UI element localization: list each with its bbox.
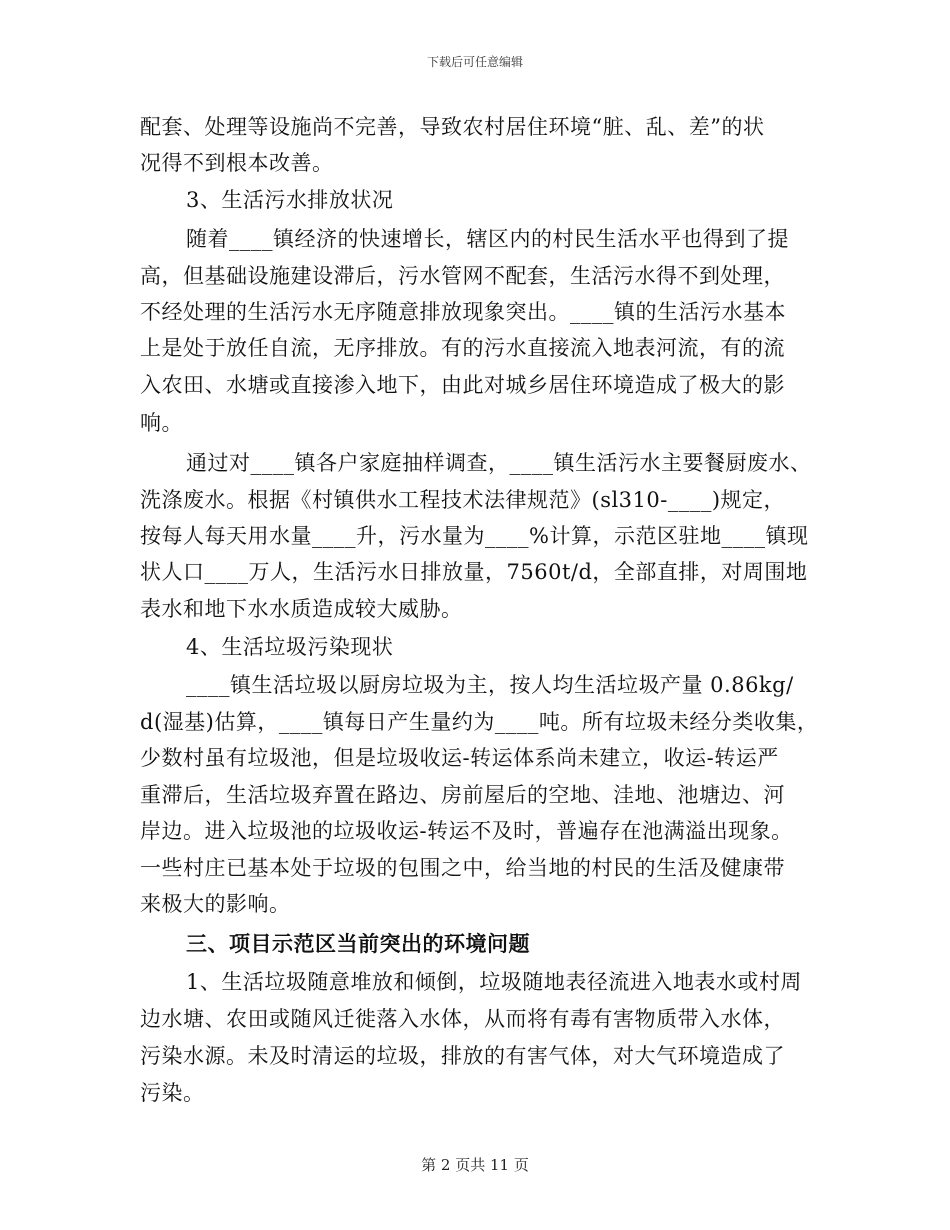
text-line: 上是处于放任自流，无序排放。有的污水直接流入地表河流，有的流: [140, 336, 785, 360]
page-header: 下载后可任意编辑: [426, 55, 523, 69]
text-line: 状人口____万人，生活污水日排放量，7560t/d，全部直排，对周围地: [140, 560, 808, 584]
text-line: 岸边。进入垃圾池的垃圾收运-转运不及时，普遍存在池满溢出现象。: [140, 819, 793, 843]
text-line: 按每人每天用水量____升，污水量为____%计算，示范区驻地____镇现: [140, 524, 809, 548]
text-line: 高，但基础设施建设滞后，污水管网不配套，生活污水得不到处理，: [140, 264, 785, 288]
section-heading: 3、生活污水排放状况: [186, 188, 394, 212]
section-heading: 4、生活垃圾污染现状: [186, 635, 394, 659]
text-line: 通过对____镇各户家庭抽样调查，____镇生活污水主要餐厨废水、: [186, 451, 812, 475]
text-line: 来极大的影响。: [140, 892, 291, 916]
text-line: 边水塘、农田或随风迁徙落入水体，从而将有毒有害物质带入水体，: [140, 1007, 785, 1031]
text-line: 况得不到根本改善。: [140, 151, 334, 175]
text-line: 1、生活垃圾随意堆放和倾倒，垃圾随地表径流进入地表水或村周: [186, 970, 802, 994]
text-line: 响。: [140, 411, 183, 435]
text-line: 洗涤废水。根据《村镇供水工程技术法律规范》(sl310-____)规定，: [140, 488, 786, 512]
text-line: 污染水源。未及时清运的垃圾，排放的有害气体，对大气环境造成了: [140, 1044, 785, 1068]
text-line: 随着____镇经济的快速增长，辖区内的村民生活水平也得到了提: [186, 227, 789, 251]
text-line: 不经处理的生活污水无序随意排放现象突出。____镇的生活污水基本: [140, 300, 786, 324]
text-line: d(湿基)估算，____镇每日产生量约为____吨。所有垃圾未经分类收集，: [140, 710, 819, 734]
page-footer: 第 2 页共 11 页: [421, 1156, 529, 1174]
text-line: 表水和地下水水质造成较大威胁。: [140, 597, 463, 621]
text-line: 少数村虽有垃圾池，但是垃圾收运-转运体系尚未建立，收运-转运严: [140, 746, 779, 770]
text-line: ____镇生活垃圾以厨房垃圾为主，按人均生活垃圾产量 0.86kg/: [186, 673, 794, 697]
chapter-heading: 三、项目示范区当前突出的环境问题: [186, 931, 530, 956]
text-line: 入农田、水塘或直接渗入地下，由此对城乡居住环境造成了极大的影: [140, 373, 785, 397]
text-line: 一些村庄已基本处于垃圾的包围之中，给当地的村民的生活及健康带: [140, 856, 785, 880]
text-line: 重滞后，生活垃圾弃置在路边、房前屋后的空地、洼地、池塘边、河: [140, 783, 785, 807]
text-line: 污染。: [140, 1081, 205, 1105]
text-line: 配套、处理等设施尚不完善，导致农村居住环境“脏、乱、差”的状: [140, 115, 765, 139]
